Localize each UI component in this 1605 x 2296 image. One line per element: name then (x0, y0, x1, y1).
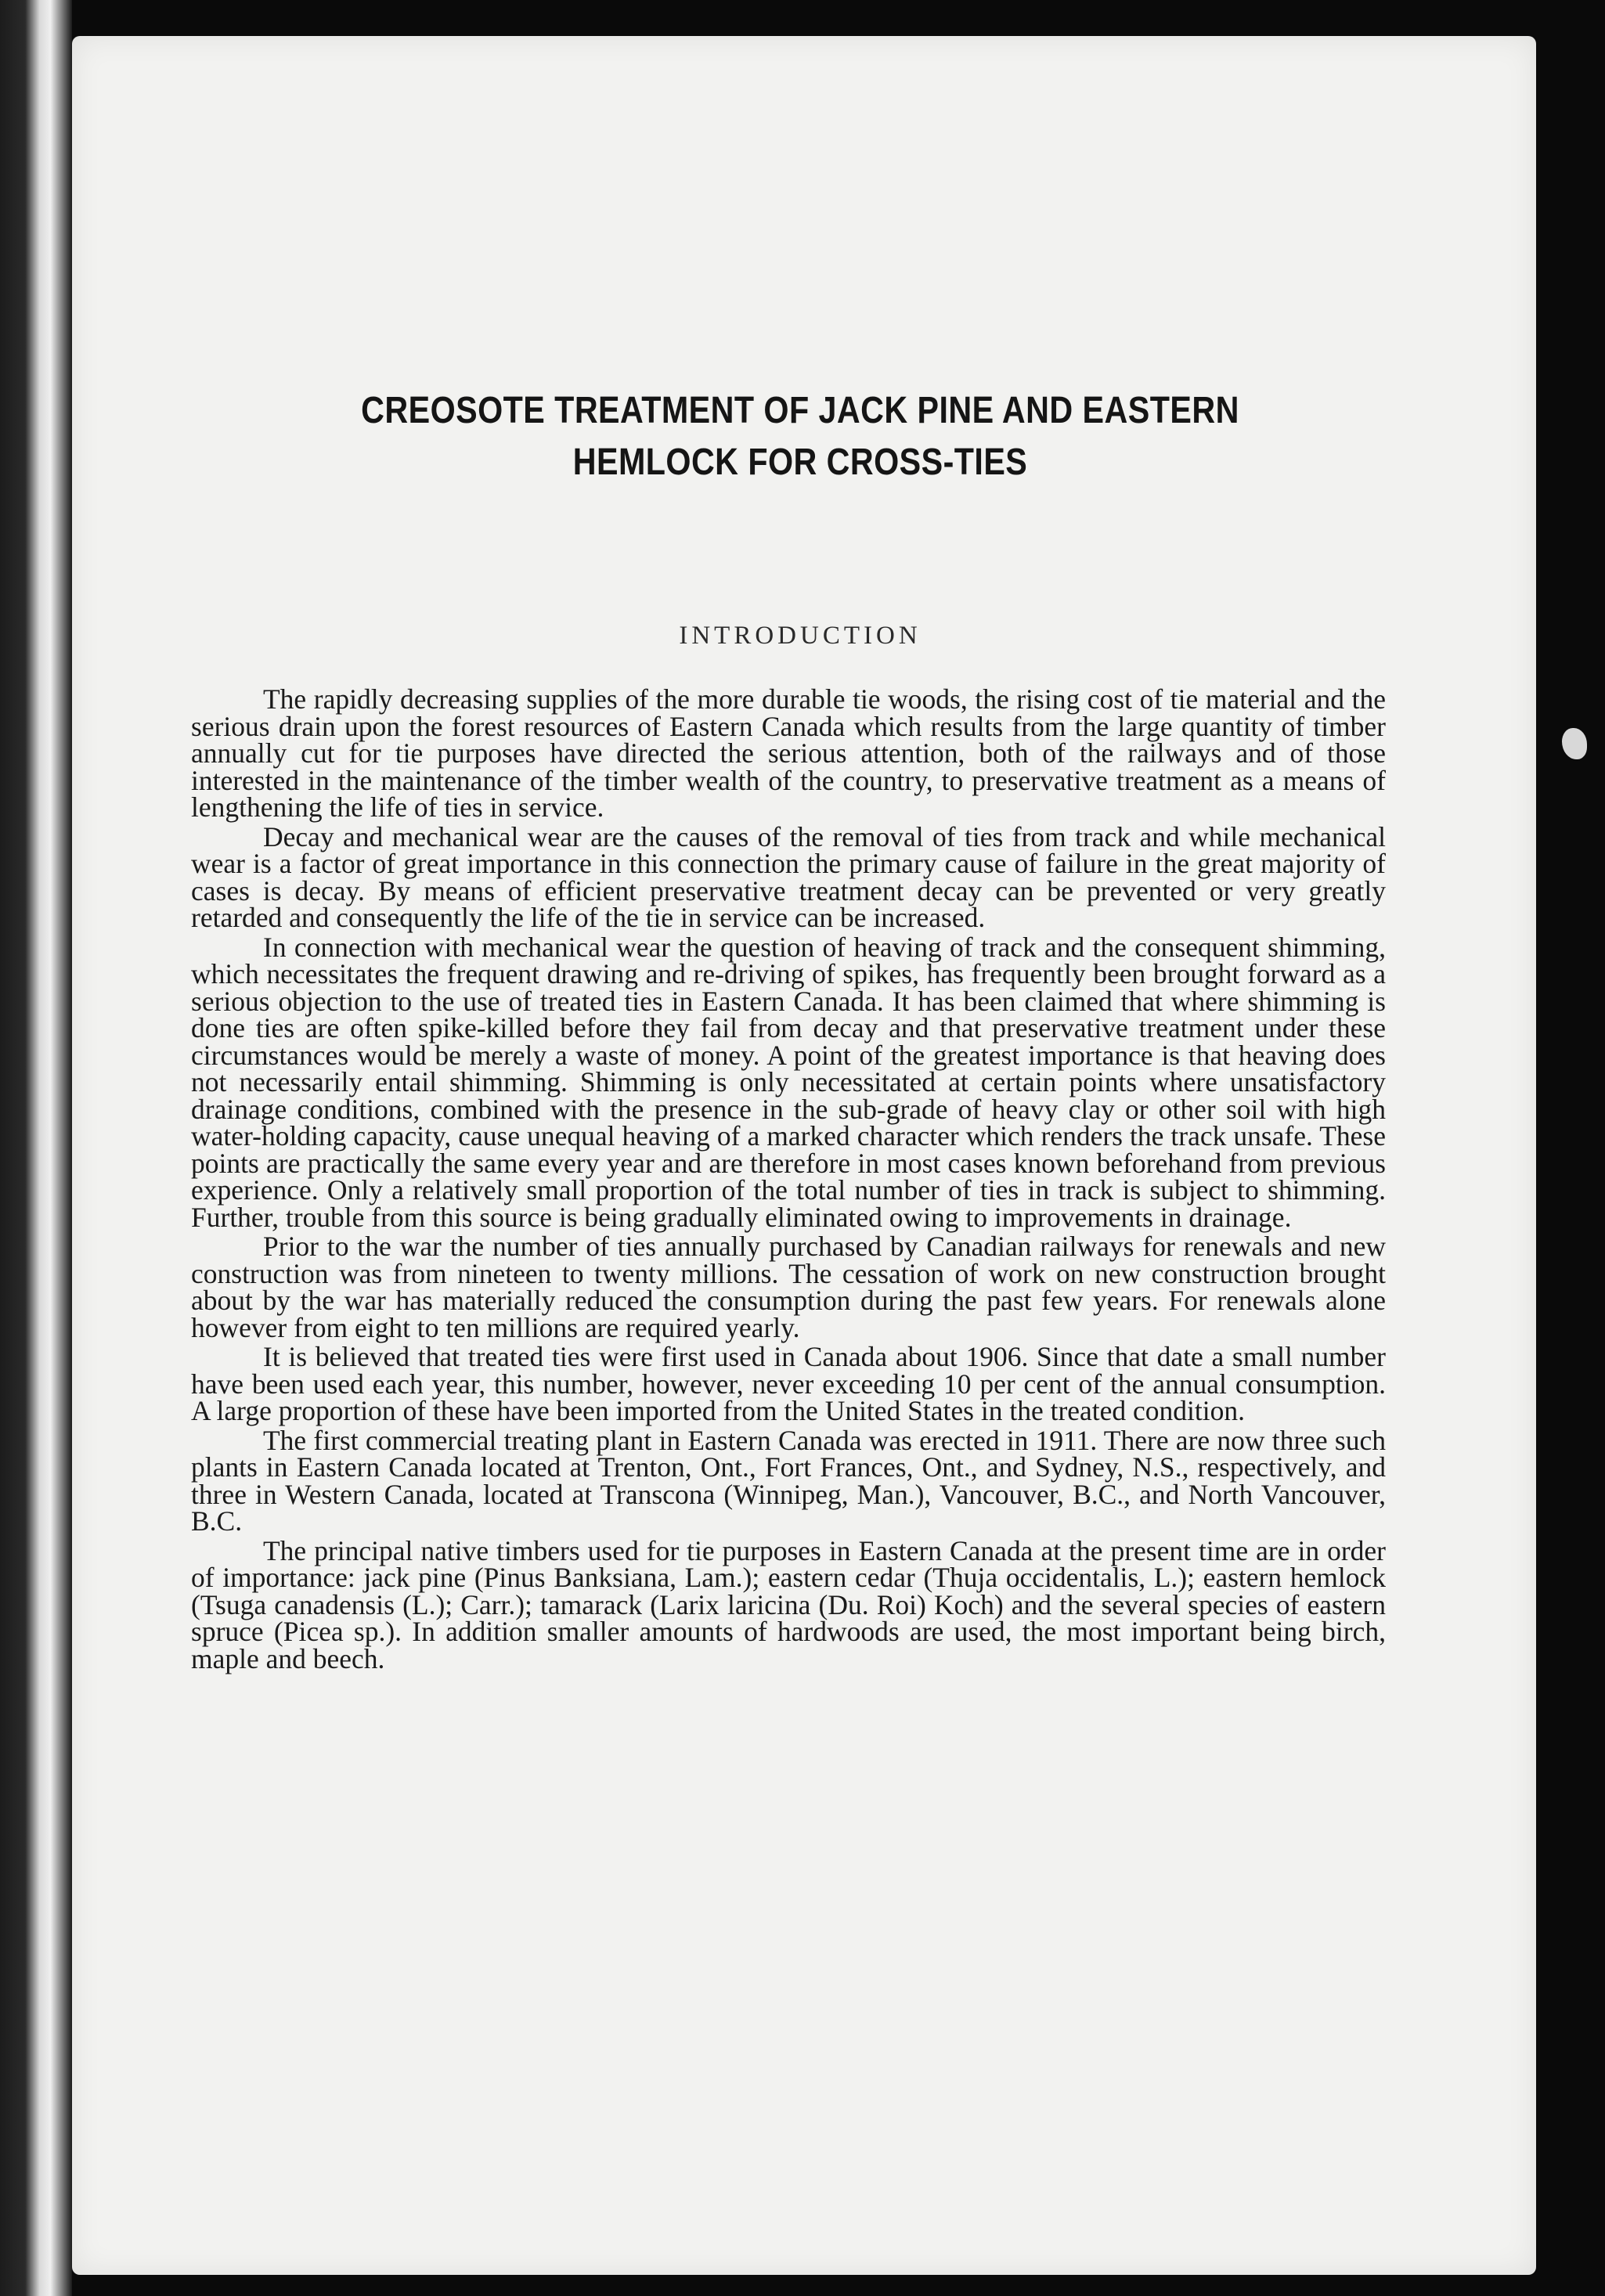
document-title: CREOSOTE TREATMENT OF JACK PINE AND EASTERN HEMLOCK FOR CROSS-TIES (361, 390, 1239, 483)
section-heading: INTRODUCTION (679, 622, 922, 650)
document-page (72, 36, 1536, 2275)
paragraph: The rapidly decreasing supplies of the more durable tie woods, the rising cost of tie material and the serious drain upon the forest resources of Eastern Canada which results from the large quantity of timber annually cut for tie purposes have directed the serious attention, both of the railways and of those interested in the maintenance of the timber wealth of the country, to preservative treatment as a means of lengthening the life of ties in service. (191, 683, 1386, 823)
paragraph: The principal native timbers used for tie purposes in Eastern Canada at the present time are in order of importance: jack pine (Pinus Banksiana, Lam.); eastern cedar (Thuja occidentalis, L.); eastern hemlock (Tsuga canadensis (L.); Carr.); tamarack (Larix laricina (Du. Roi) Koch) and the several species of eastern spruce (Picea sp.). In addition smaller amounts of hardwoods are used, the most important being birch, maple and beech. (191, 1534, 1386, 1674)
scan-artifact (1562, 728, 1587, 759)
paragraph: It is believed that treated ties were first used in Canada about 1906. Since that date a small number have been used each year, this number, however, never exceeding 10 per cent of the annual consumption. A large proportion of these have been imported from the United States in the treated condition. (191, 1341, 1386, 1426)
paragraph: In connection with mechanical wear the question of heaving of track and the consequent shimming, which necessitates the frequent drawing and re-driving of spikes, has frequently been brought forward as a serious objection to the use of treated ties in Eastern Canada. It has been claimed that where shimming is done ties are often spike-killed before they fail from decay and that preservative treatment under these circumstances would be merely a waste of money. A point of the greatest importance is that heaving does not necessarily entail shimming. Shimming is only necessitated at certain points where unsatisfactory drainage conditions, combined with the presence in the sub-grade of heavy clay or other soil with high water-holding capacity, cause unequal heaving of a marked character which renders the track unsafe. These points are practically the same every year and are therefore in most cases known beforehand from previous experience. Only a relatively small proportion of the total number of ties in track is subject to shimming. Further, trouble from this source is being gradually eliminated owing to improvements in drainage. (191, 931, 1386, 1233)
paragraph: Prior to the war the number of ties annually purchased by Canadian railways for renewals and new construction was from nineteen to twenty millions. The cessation of work on new construction brought about by the war has materially reduced the consumption during the past few years. For renewals alone however from eight to ten millions are required yearly. (191, 1231, 1386, 1343)
body-text (191, 683, 1386, 1674)
scan-binding-edge (0, 0, 72, 2296)
paragraph: Decay and mechanical wear are the causes of the removal of ties from track and while mechanical wear is a factor of great importance in this connection the primary cause of failure in the great majority of cases is decay. By means of efficient preservative treatment decay can be prevented or very greatly retarded and consequently the life of the tie in service can be increased. (191, 820, 1386, 933)
paragraph: The first commercial treating plant in Eastern Canada was erected in 1911. There are now three such plants in Eastern Canada located at Trenton, Ont., Fort Frances, Ont., and Sydney, N.S., respectively, and three in Western Canada, located at Transcona (Winnipeg, Man.), Vancouver, B.C., and North Vancouver, B.C. (191, 1424, 1386, 1537)
